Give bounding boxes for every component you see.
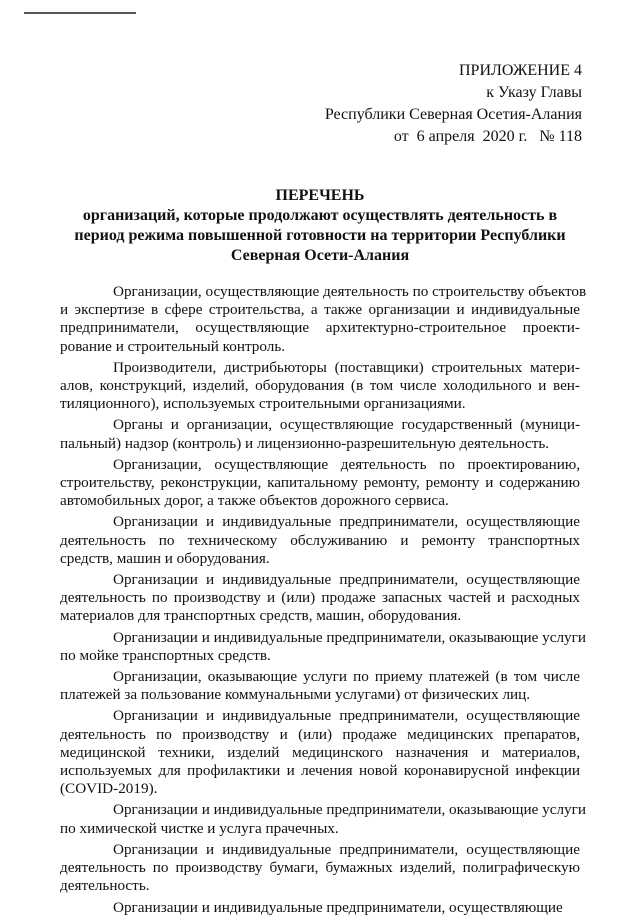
heading-subtitle-line: период режима повышенной готовности на территории Республики (74, 227, 566, 244)
paragraph-line: Организации и индивидуальные предприниматели, осуществляющие (113, 898, 563, 916)
document-heading (60, 186, 580, 266)
paragraph (60, 359, 580, 414)
paragraph-line: и экспертизе в сфере строительства, а также организации и индивидуальные (60, 301, 580, 319)
paragraph-line: Организации и индивидуальные предприниматели, осуществляющие (113, 571, 580, 589)
appendix-number: ПРИЛОЖЕНИЕ 4 (458, 62, 582, 79)
paragraph-line: Организации и индивидуальные предприниматели, осуществляющие (113, 840, 580, 858)
paragraph-line: строительству, реконструкции, капитальному ремонту, ремонту и содержанию (60, 474, 580, 492)
paragraph-line: Организации и индивидуальные предприниматели, оказывающие услуги (113, 801, 587, 819)
paragraph-line: по мойке транспортных средств. (60, 646, 271, 664)
paragraph (60, 416, 580, 452)
paragraph-line: Организации и индивидуальные предприниматели, осуществляющие (113, 707, 580, 725)
paragraph-line: автомобильных дорог, а также объектов дорожного сервиса. (60, 492, 449, 510)
paragraph (60, 513, 580, 568)
paragraph-line: средств, машин и оборудования. (60, 549, 270, 567)
paragraph-line: предприниматели, осуществляющие архитектурно-строительное проекти- (60, 319, 580, 337)
paragraph-line: Производители, дистрибьюторы (поставщики) строительных матери- (113, 358, 580, 376)
paragraph-line: Органы и организации, осуществляющие государственный (муници- (113, 416, 580, 434)
paragraph-line: деятельность по техническому обслуживанию и ремонту транспортных (60, 531, 580, 549)
heading-subtitle-line: Северная Осети-Алания (230, 247, 410, 264)
appendix-header (325, 60, 582, 148)
scan-mark (24, 12, 136, 14)
paragraph-line: деятельность по производству и (или) продаже запасных частей и расходных (60, 589, 580, 607)
paragraph-line: Организации, осуществляющие деятельность по проектированию, (113, 455, 580, 473)
paragraph-line: Организации, оказывающие услуги по приему платежей (в том числе (113, 668, 580, 686)
paragraph-line: тиляционного), используемых строительными организациями. (60, 395, 466, 413)
paragraph (60, 456, 580, 511)
paragraph-line: пальный) надзор (контроль) и лицензионно-разрешительную деятельность. (60, 434, 550, 452)
paragraph-line: деятельность по производству бумаги, бумажных изделий, полиграфическую (60, 859, 580, 877)
paragraph (60, 571, 580, 626)
appendix-republic: Республики Северная Осетия-Алания (324, 106, 582, 123)
paragraph (60, 628, 587, 665)
paragraph-line: деятельность по производству и (или) продаже медицинских препаратов, (60, 725, 580, 743)
paragraph-line: по химической чистке и услуга прачечных. (60, 819, 339, 837)
paragraph (60, 707, 580, 798)
paragraph-line: Организации и индивидуальные предприниматели, осуществляющие (113, 513, 580, 531)
heading-title: ПЕРЕЧЕНЬ (275, 187, 365, 204)
paragraph-line: Организации и индивидуальные предприниматели, оказывающие услуги (113, 628, 587, 646)
paragraph-line: деятельность. (60, 877, 150, 895)
paragraph-line: материалов для транспортных средств, машин, оборудования. (60, 607, 462, 625)
paragraph-line: Организации, осуществляющие деятельность по строительству объектов (113, 283, 587, 300)
paragraph (60, 801, 587, 837)
document-body (60, 283, 587, 920)
heading-subtitle-line: организаций, которые продолжают осуществлять деятельность в (82, 207, 558, 224)
appendix-decree: к Указу Главы (486, 84, 582, 101)
paragraph-line: алов, конструкций, изделий, оборудования (в том числе холодильного и вен- (60, 377, 580, 395)
paragraph-line: (COVID-2019). (60, 780, 158, 798)
paragraph-line: платежей за пользование коммунальными услугами) от физических лиц. (60, 686, 531, 704)
appendix-date-number: от 6 апреля 2020 г. № 118 (393, 128, 582, 145)
paragraph (60, 899, 580, 917)
paragraph-line: используемых для профилактики и лечения новой коронавирусной инфекции (60, 762, 580, 780)
paragraph (60, 668, 580, 704)
paragraph (60, 841, 580, 896)
paragraph (60, 283, 587, 356)
paragraph-line: медицинской техники, изделий медицинского назначения и материалов, (60, 743, 580, 761)
paragraph-line: рование и строительный контроль. (60, 337, 286, 355)
